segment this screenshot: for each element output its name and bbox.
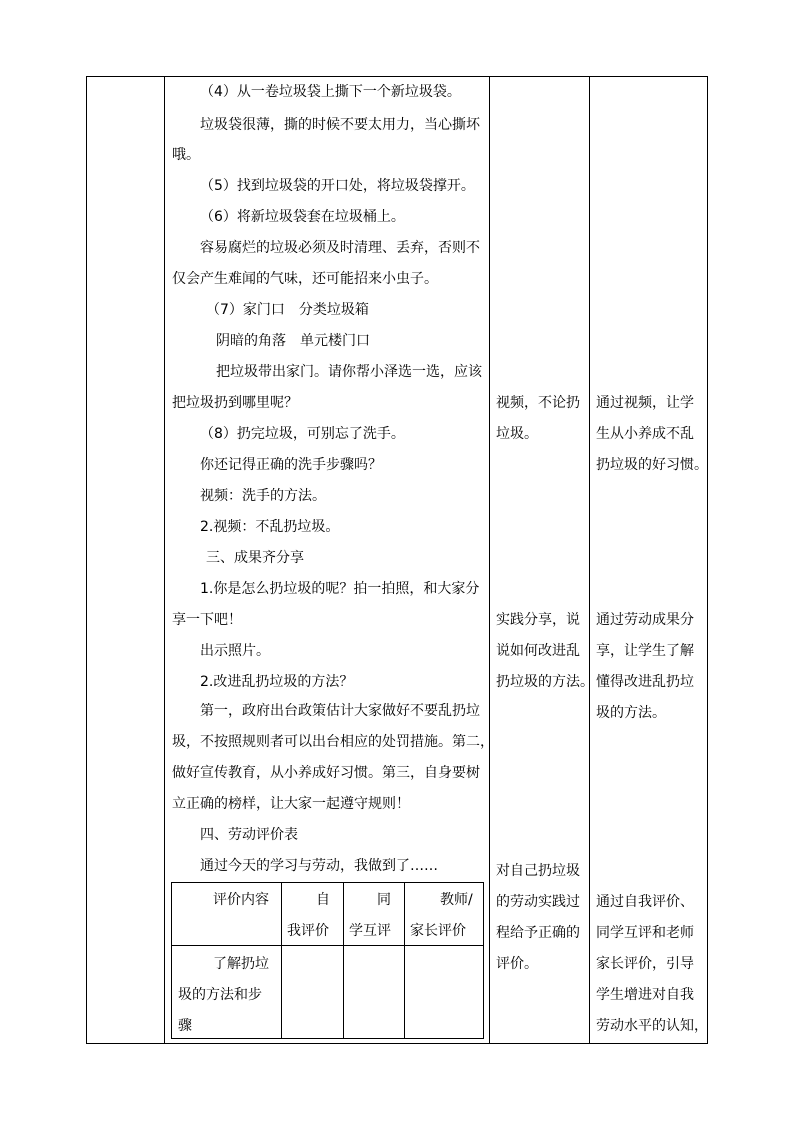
eval-table-bottom	[171, 1038, 483, 1039]
process-line: 享一下吧！	[172, 612, 242, 628]
activity-line: 实践分享，说	[496, 612, 580, 628]
activity-line: 对自己扔垃圾	[496, 863, 580, 879]
activity-line: 评价。	[496, 956, 538, 972]
process-line: （4）从一卷垃圾袋上撕下一个新垃圾袋。	[200, 84, 461, 100]
activity-line: 垃圾。	[496, 426, 538, 442]
eval-table-col-2	[343, 882, 344, 1039]
process-line: 把垃圾带出家门。请你帮小泽选一选，应该	[216, 364, 482, 380]
eval-table-left	[171, 882, 172, 1039]
table-right-border	[707, 76, 708, 1044]
process-line: （7）家门口 分类垃圾箱	[206, 302, 369, 318]
process-line: 2.视频：不乱扔垃圾。	[200, 519, 340, 535]
process-line: 阴暗的角落 单元楼门口	[216, 333, 370, 349]
header-peer-evaluation: 学互评	[349, 923, 391, 939]
eval-table-top	[171, 882, 483, 883]
intent-line: 通过劳动成果分	[596, 612, 694, 628]
process-line: 圾，不按照规则者可以出台相应的处罚措施。第二，	[172, 734, 494, 750]
intent-line: 同学互评和老师	[596, 925, 694, 941]
eval-table-col-3	[404, 882, 405, 1039]
intent-line: 劳动水平的认知，	[596, 1018, 708, 1034]
intent-line: 生从小养成不乱	[596, 426, 694, 442]
row-evaluation-item: 圾的方法和步	[178, 987, 262, 1003]
intent-line: 懂得改进乱扔垃	[596, 674, 694, 690]
activity-line: 程给予正确的	[496, 925, 580, 941]
row-evaluation-item: 了解扔垃	[213, 956, 269, 972]
table-bottom-border	[86, 1043, 708, 1044]
intent-line: 圾的方法。	[596, 705, 666, 721]
process-line: 通过今天的学习与劳动，我做到了……	[200, 858, 438, 874]
activity-line: 的劳动实践过	[496, 894, 580, 910]
process-line: 1.你是怎么扔垃圾的呢？拍一拍照，和大家分	[200, 581, 480, 597]
intent-line: 家长评价，引导	[596, 956, 694, 972]
process-line: 出示照片。	[200, 643, 270, 659]
row-evaluation-item: 骤	[178, 1018, 192, 1034]
process-line: 你还记得正确的洗手步骤吗？	[200, 457, 382, 473]
activity-line: 视频，不论扔	[496, 395, 580, 411]
process-line: （8）扔完垃圾，可别忘了洗手。	[200, 426, 405, 442]
process-line: （6）将新垃圾袋套在垃圾桶上。	[200, 209, 405, 225]
header-teacher-evaluation: 家长评价	[410, 923, 466, 939]
process-line: 仅会产生难闻的气味，还可能招来小虫子。	[172, 271, 438, 287]
process-line: 视频：洗手的方法。	[200, 488, 326, 504]
process-line: （5）找到垃圾袋的开口处，将垃圾袋撑开。	[200, 178, 475, 194]
intent-line: 享，让学生了解	[596, 643, 694, 659]
process-line: 第一，政府出台政策估计大家做好不要乱扔垃	[200, 703, 480, 719]
process-line: 容易腐烂的垃圾必须及时清理、丢弃，否则不	[200, 240, 480, 256]
intent-line: 学生增进对自我	[596, 987, 694, 1003]
table-top-border	[86, 76, 708, 77]
process-line: 垃圾袋很薄，撕的时候不要太用力，当心撕坏	[200, 117, 480, 133]
intent-line: 扔垃圾的好习惯。	[596, 457, 708, 473]
header-self-evaluation: 自	[316, 892, 330, 908]
section-heading: 四、劳动评价表	[200, 827, 298, 843]
eval-table-col-1	[281, 882, 282, 1039]
activity-line: 说如何改进乱	[496, 643, 580, 659]
process-line: 把垃圾扔到哪里呢？	[172, 395, 298, 411]
process-line: 哦。	[172, 147, 200, 163]
section-heading: 三、成果齐分享	[206, 550, 304, 566]
header-evaluation-content: 评价内容	[213, 892, 269, 908]
table-left-border	[86, 76, 87, 1044]
process-line: 做好宣传教育，从小养成好习惯。第三，自身要树	[172, 765, 480, 781]
column-divider-2	[489, 76, 490, 1044]
column-divider-3	[589, 76, 590, 1044]
header-peer-evaluation: 同	[377, 892, 391, 908]
activity-line: 扔垃圾的方法。	[496, 674, 594, 690]
intent-line: 通过自我评价、	[596, 894, 694, 910]
eval-table-right	[483, 882, 484, 1039]
process-line: 2.改进乱扔垃圾的方法？	[200, 674, 354, 690]
process-line: 立正确的榜样，让大家一起遵守规则！	[172, 796, 410, 812]
eval-table-header-divider	[171, 945, 483, 946]
header-self-evaluation: 我评价	[287, 923, 329, 939]
header-teacher-evaluation: 教师/	[440, 892, 473, 908]
intent-line: 通过视频，让学	[596, 395, 694, 411]
column-divider-1	[164, 76, 165, 1044]
